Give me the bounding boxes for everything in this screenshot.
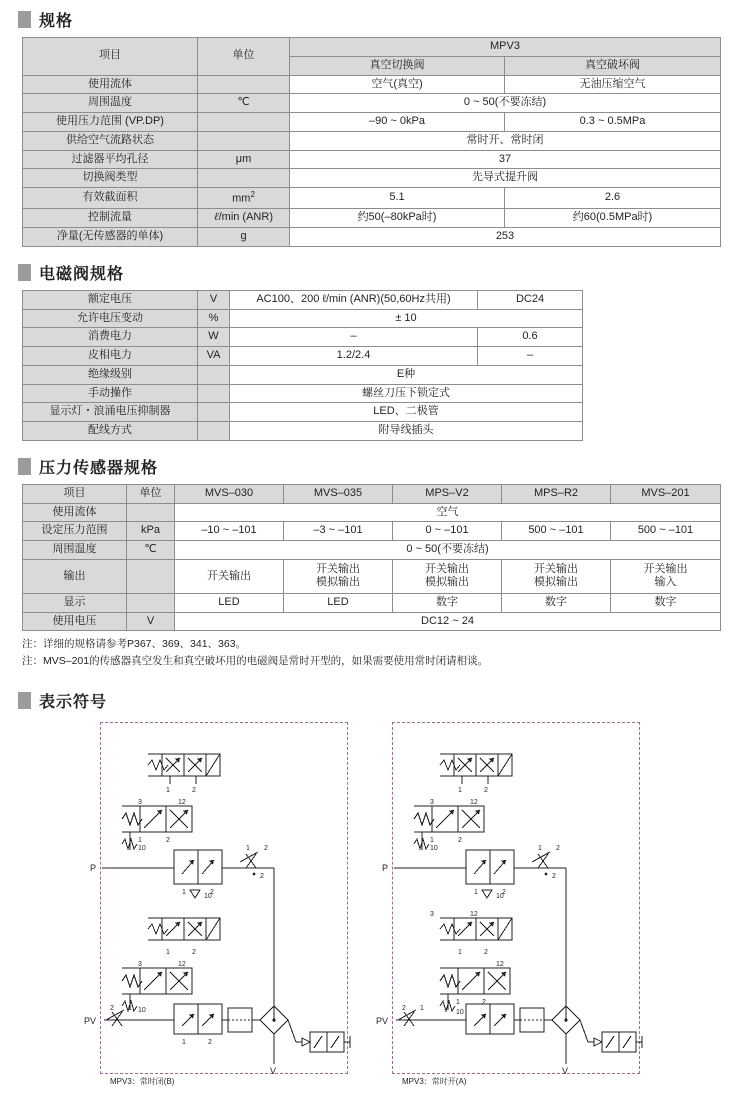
row-value: LED <box>284 593 393 612</box>
row-label: 手动操作 <box>23 384 198 403</box>
svg-text:2: 2 <box>458 836 462 844</box>
row-unit: ℃ <box>127 541 175 560</box>
heading-marker <box>18 264 31 281</box>
row-value: LED、二极管 <box>230 403 583 422</box>
svg-text:1: 1 <box>182 888 186 896</box>
row-value: 约50(–80kPa时) <box>290 209 505 228</box>
header-group: MPV3 <box>290 38 721 57</box>
svg-text:10: 10 <box>496 892 504 900</box>
row-value: –10 ~ –101 <box>175 522 284 541</box>
row-value: 空气(真空) <box>290 75 505 94</box>
row-value: 1.2/2.4 <box>230 347 478 366</box>
note-2: 注：MVS–201的传感器真空发生和真空破坏用的电磁阀是常时开型的，如果需要使用常时闭请相谈。 <box>22 654 489 667</box>
section-heading-sensor <box>18 455 743 478</box>
table-row <box>23 131 721 150</box>
row-label: 显示灯・浪涌电压抑制器 <box>23 403 198 422</box>
note-1: 注：详细的规格请参考P367、369、341、363。 <box>22 638 247 651</box>
table-row <box>23 347 583 366</box>
svg-text:3: 3 <box>430 798 434 806</box>
header-cell: MVS–030 <box>175 484 284 503</box>
row-value: 约60(0.5MPa时) <box>505 209 721 228</box>
svg-text:2: 2 <box>482 998 486 1006</box>
caption-right: MPV3：常时开(A) <box>402 1076 467 1086</box>
table-row <box>23 113 721 132</box>
row-unit: % <box>198 309 230 328</box>
row-value: – <box>478 347 583 366</box>
svg-text:10: 10 <box>456 1008 464 1016</box>
row-unit: μm <box>198 150 290 169</box>
row-label: 绝缘级别 <box>23 365 198 384</box>
row-value: 37 <box>290 150 721 169</box>
svg-text:P: P <box>382 862 389 873</box>
svg-text:12: 12 <box>496 960 504 968</box>
svg-text:3: 3 <box>430 910 434 918</box>
svg-text:1: 1 <box>474 888 478 896</box>
row-unit <box>198 131 290 150</box>
table-solenoid <box>22 290 583 441</box>
svg-text:1: 1 <box>166 948 170 956</box>
row-value: 500 ~ –101 <box>611 522 721 541</box>
svg-text:3: 3 <box>138 960 142 968</box>
table-row <box>23 593 721 612</box>
svg-text:1: 1 <box>128 1004 132 1012</box>
svg-text:10: 10 <box>204 892 212 900</box>
svg-text:12: 12 <box>470 798 478 806</box>
row-value: –90 ~ 0kPa <box>290 113 505 132</box>
row-value: ± 10 <box>230 309 583 328</box>
table-row <box>23 188 721 209</box>
section-heading-symbols <box>18 689 743 712</box>
table-row <box>23 38 721 57</box>
row-label: 过滤器平均孔径 <box>23 150 198 169</box>
row-value: 2.6 <box>505 188 721 209</box>
header-cell: 单位 <box>127 484 175 503</box>
row-unit <box>198 113 290 132</box>
row-value: 0 ~ –101 <box>393 522 502 541</box>
row-unit <box>198 403 230 422</box>
header-cell: MPS–R2 <box>502 484 611 503</box>
svg-text:1: 1 <box>138 836 142 844</box>
row-value: 0.6 <box>478 328 583 347</box>
row-value: 螺丝刀压下锁定式 <box>230 384 583 403</box>
table-row <box>23 612 721 631</box>
header-cell: MPS–V2 <box>393 484 502 503</box>
section-title-spec: 规格 <box>39 13 74 30</box>
svg-text:3: 3 <box>138 798 142 806</box>
row-label: 消费电力 <box>23 328 198 347</box>
svg-text:1: 1 <box>458 786 462 794</box>
row-value: E种 <box>230 365 583 384</box>
heading-marker <box>18 458 31 475</box>
svg-text:1: 1 <box>538 844 542 852</box>
header-cell: MVS–035 <box>284 484 393 503</box>
row-label: 切换阀类型 <box>23 169 198 188</box>
header-col2: 真空破坏阀 <box>505 56 721 75</box>
row-label: 周围温度 <box>23 541 127 560</box>
row-unit: VA <box>198 347 230 366</box>
svg-text:2: 2 <box>402 1004 406 1012</box>
table-row <box>23 384 583 403</box>
row-unit: g <box>198 228 290 247</box>
section-title-symbols: 表示符号 <box>39 693 108 711</box>
row-label: 配线方式 <box>23 422 198 441</box>
row-label: 皮相电力 <box>23 347 198 366</box>
row-value: 开关输出 模拟输出 <box>502 559 611 593</box>
section-heading-spec <box>18 8 743 31</box>
svg-text:PV: PV <box>84 1015 97 1026</box>
table-row <box>23 403 583 422</box>
row-unit: $mm^2$ <box>198 188 290 209</box>
row-value: 常时开、常时闭 <box>290 131 721 150</box>
table-spec <box>22 37 721 247</box>
table-row <box>23 228 721 247</box>
row-label: 使用流体 <box>23 75 198 94</box>
row-unit: ℃ <box>198 94 290 113</box>
row-value: 0.3 ~ 0.5MPa <box>505 113 721 132</box>
caption-left: MPV3：常时闭(B) <box>110 1076 175 1086</box>
svg-text:2: 2 <box>484 786 488 794</box>
svg-text:12: 12 <box>178 960 186 968</box>
row-unit <box>127 593 175 612</box>
table-row <box>23 150 721 169</box>
row-unit: V <box>198 290 230 309</box>
row-label: 有效截面积 <box>23 188 198 209</box>
row-unit: ℓ/min (ANR) <box>198 209 290 228</box>
svg-text:10: 10 <box>138 1006 146 1014</box>
row-unit: W <box>198 328 230 347</box>
svg-text:2: 2 <box>264 844 268 852</box>
svg-text:PV: PV <box>376 1015 389 1026</box>
header-unit: 单位 <box>198 38 290 76</box>
svg-text:2: 2 <box>552 872 556 880</box>
row-value: 空气 <box>175 503 721 522</box>
row-unit <box>198 169 290 188</box>
row-value: 0 ~ 50(不要冻结) <box>290 94 721 113</box>
section-title-sensor: 压力传感器规格 <box>39 459 159 477</box>
row-label: 额定电压 <box>23 290 198 309</box>
svg-text:2: 2 <box>192 786 196 794</box>
table-row <box>23 541 721 560</box>
svg-text:1: 1 <box>420 1004 424 1012</box>
row-unit <box>198 384 230 403</box>
row-label: 供给空气流路状态 <box>23 131 198 150</box>
table-sensor <box>22 484 721 632</box>
row-value: 附导线插头 <box>230 422 583 441</box>
table-row <box>23 290 583 309</box>
row-label: 允许电压变动 <box>23 309 198 328</box>
row-unit <box>127 503 175 522</box>
row-label: 使用压力范围 (VP.DP) <box>23 113 198 132</box>
row-label: 显示 <box>23 593 127 612</box>
table-row <box>23 209 721 228</box>
svg-text:2: 2 <box>210 888 214 896</box>
svg-text:2: 2 <box>192 948 196 956</box>
svg-text:P: P <box>90 862 97 873</box>
table-row <box>23 75 721 94</box>
row-value: 开关输出 <box>175 559 284 593</box>
row-unit <box>198 75 290 94</box>
svg-text:2: 2 <box>208 1038 212 1046</box>
table-row <box>23 522 721 541</box>
row-label: 控制流量 <box>23 209 198 228</box>
row-value: 开关输出 模拟输出 <box>393 559 502 593</box>
svg-text:2: 2 <box>166 836 170 844</box>
svg-text:12: 12 <box>470 910 478 918</box>
row-value: 开关输出 模拟输出 <box>284 559 393 593</box>
symbol-diagrams <box>0 722 743 1092</box>
svg-text:2: 2 <box>556 844 560 852</box>
row-value: 253 <box>290 228 721 247</box>
table-row <box>23 484 721 503</box>
row-unit <box>198 365 230 384</box>
row-value: 先导式提升阀 <box>290 169 721 188</box>
row-label: 输出 <box>23 559 127 593</box>
svg-text:2: 2 <box>110 1004 114 1012</box>
row-value: 5.1 <box>290 188 505 209</box>
symbol-schematic-left <box>78 722 378 1087</box>
table-row <box>23 503 721 522</box>
row-value: 数字 <box>393 593 502 612</box>
row-value: DC24 <box>478 290 583 309</box>
svg-text:10: 10 <box>430 844 438 852</box>
row-value: 开关输出 输入 <box>611 559 721 593</box>
row-unit <box>127 559 175 593</box>
svg-text:2: 2 <box>502 888 506 896</box>
table-row <box>23 309 583 328</box>
heading-marker <box>18 11 31 28</box>
row-value: 数字 <box>611 593 721 612</box>
table-row <box>23 169 721 188</box>
row-label: 设定压力范围 <box>23 522 127 541</box>
row-value: DC12 ~ 24 <box>175 612 721 631</box>
row-value: 无油压缩空气 <box>505 75 721 94</box>
row-value: 数字 <box>502 593 611 612</box>
table-row <box>23 365 583 384</box>
svg-text:V: V <box>562 1065 569 1076</box>
table-row <box>23 94 721 113</box>
svg-text:1: 1 <box>182 1038 186 1046</box>
table-row <box>23 422 583 441</box>
svg-text:1: 1 <box>246 844 250 852</box>
svg-text:1: 1 <box>456 998 460 1006</box>
row-value: AC100、200 ℓ/min (ANR)(50,60Hz共用) <box>230 290 478 309</box>
svg-text:1: 1 <box>458 948 462 956</box>
row-value: LED <box>175 593 284 612</box>
section-title-solenoid: 电磁阀规格 <box>39 265 125 283</box>
row-label: 净量(无传感器的单体) <box>23 228 198 247</box>
table-row <box>23 328 583 347</box>
symbol-schematic-right <box>370 722 670 1087</box>
row-unit <box>198 422 230 441</box>
row-label: 周围温度 <box>23 94 198 113</box>
svg-text:12: 12 <box>178 798 186 806</box>
svg-text:2: 2 <box>260 872 264 880</box>
table-row <box>23 559 721 593</box>
row-unit: V <box>127 612 175 631</box>
svg-text:2: 2 <box>484 948 488 956</box>
row-value: 0 ~ 50(不要冻结) <box>175 541 721 560</box>
svg-text:10: 10 <box>138 844 146 852</box>
svg-text:1: 1 <box>430 836 434 844</box>
row-label: 使用电压 <box>23 612 127 631</box>
header-cell: MVS–201 <box>611 484 721 503</box>
svg-text:V: V <box>270 1065 277 1076</box>
row-value: – <box>230 328 478 347</box>
header-cell: 项目 <box>23 484 127 503</box>
header-col1: 真空切换阀 <box>290 56 505 75</box>
heading-marker <box>18 692 31 709</box>
row-value: 500 ~ –101 <box>502 522 611 541</box>
header-item: 项目 <box>23 38 198 76</box>
row-value: –3 ~ –101 <box>284 522 393 541</box>
section-heading-solenoid <box>18 261 743 284</box>
row-label: 使用流体 <box>23 503 127 522</box>
row-unit: kPa <box>127 522 175 541</box>
svg-text:1: 1 <box>166 786 170 794</box>
